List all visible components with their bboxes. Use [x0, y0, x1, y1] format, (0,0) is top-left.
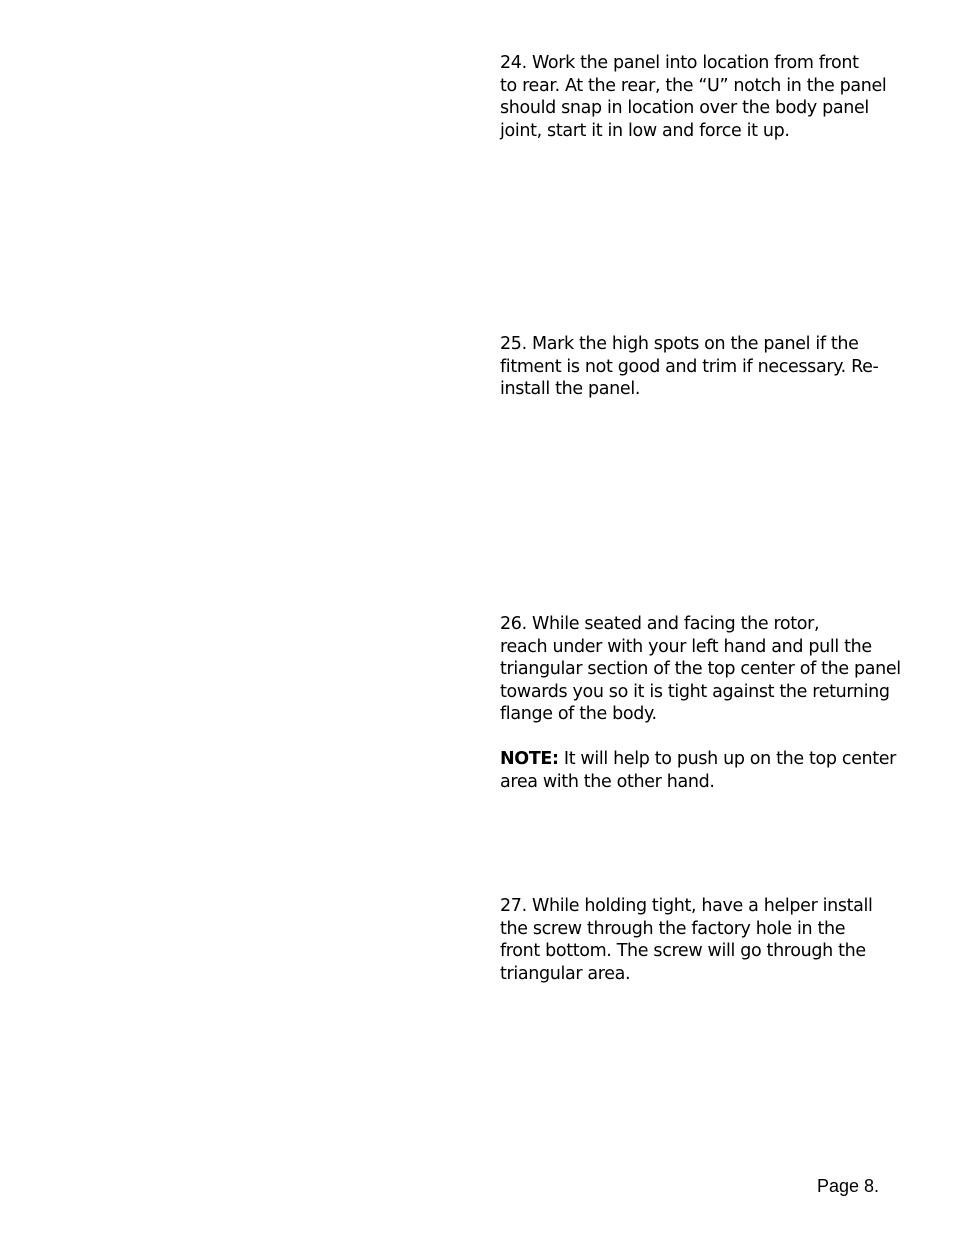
- note-line-1-text: It will help to push up on the top center: [558, 749, 897, 769]
- step-25-line-1: 25. Mark the high spots on the panel if the: [500, 334, 859, 354]
- note-line-2: area with the other hand.: [500, 771, 715, 792]
- step-26-text: [500, 613, 900, 793]
- step-24-line-2: to rear. At the rear, the “U” notch in the panel: [500, 75, 887, 96]
- note-label: NOTE:: [500, 749, 559, 769]
- step-27-line-4: triangular area.: [500, 963, 631, 984]
- step-26-note: [500, 748, 900, 793]
- step-25-text: [500, 333, 900, 401]
- step-24-line-1: 24. Work the panel into location from front: [500, 53, 859, 73]
- step-26-line-1: 26. While seated and facing the rotor,: [500, 614, 820, 634]
- step-24-line-4: joint, start it in low and force it up.: [500, 120, 790, 141]
- step-25-line-3: install the panel.: [500, 379, 641, 399]
- step-24-text: [500, 52, 900, 142]
- step-26-line-4: towards you so it is tight against the returning: [500, 681, 890, 702]
- step-27-text: [500, 895, 900, 985]
- step-26-line-2: reach under with your left hand and pull the: [500, 636, 872, 657]
- note-line-1: [500, 748, 900, 771]
- step-27-line-2: the screw through the factory hole in the: [500, 918, 846, 939]
- step-27-line-3: front bottom. The screw will go through the: [500, 941, 866, 961]
- step-26-line-5: flange of the body.: [500, 704, 657, 724]
- step-25-line-2: fitment is not good and trim if necessary. Re-: [500, 356, 879, 377]
- step-24-line-3: should snap in location over the body panel: [500, 98, 869, 118]
- step-26-line-3: triangular section of the top center of the panel: [500, 659, 901, 679]
- step-27-line-1: 27. While holding tight, have a helper install: [500, 896, 873, 916]
- page-number: Page 8.: [817, 1176, 880, 1196]
